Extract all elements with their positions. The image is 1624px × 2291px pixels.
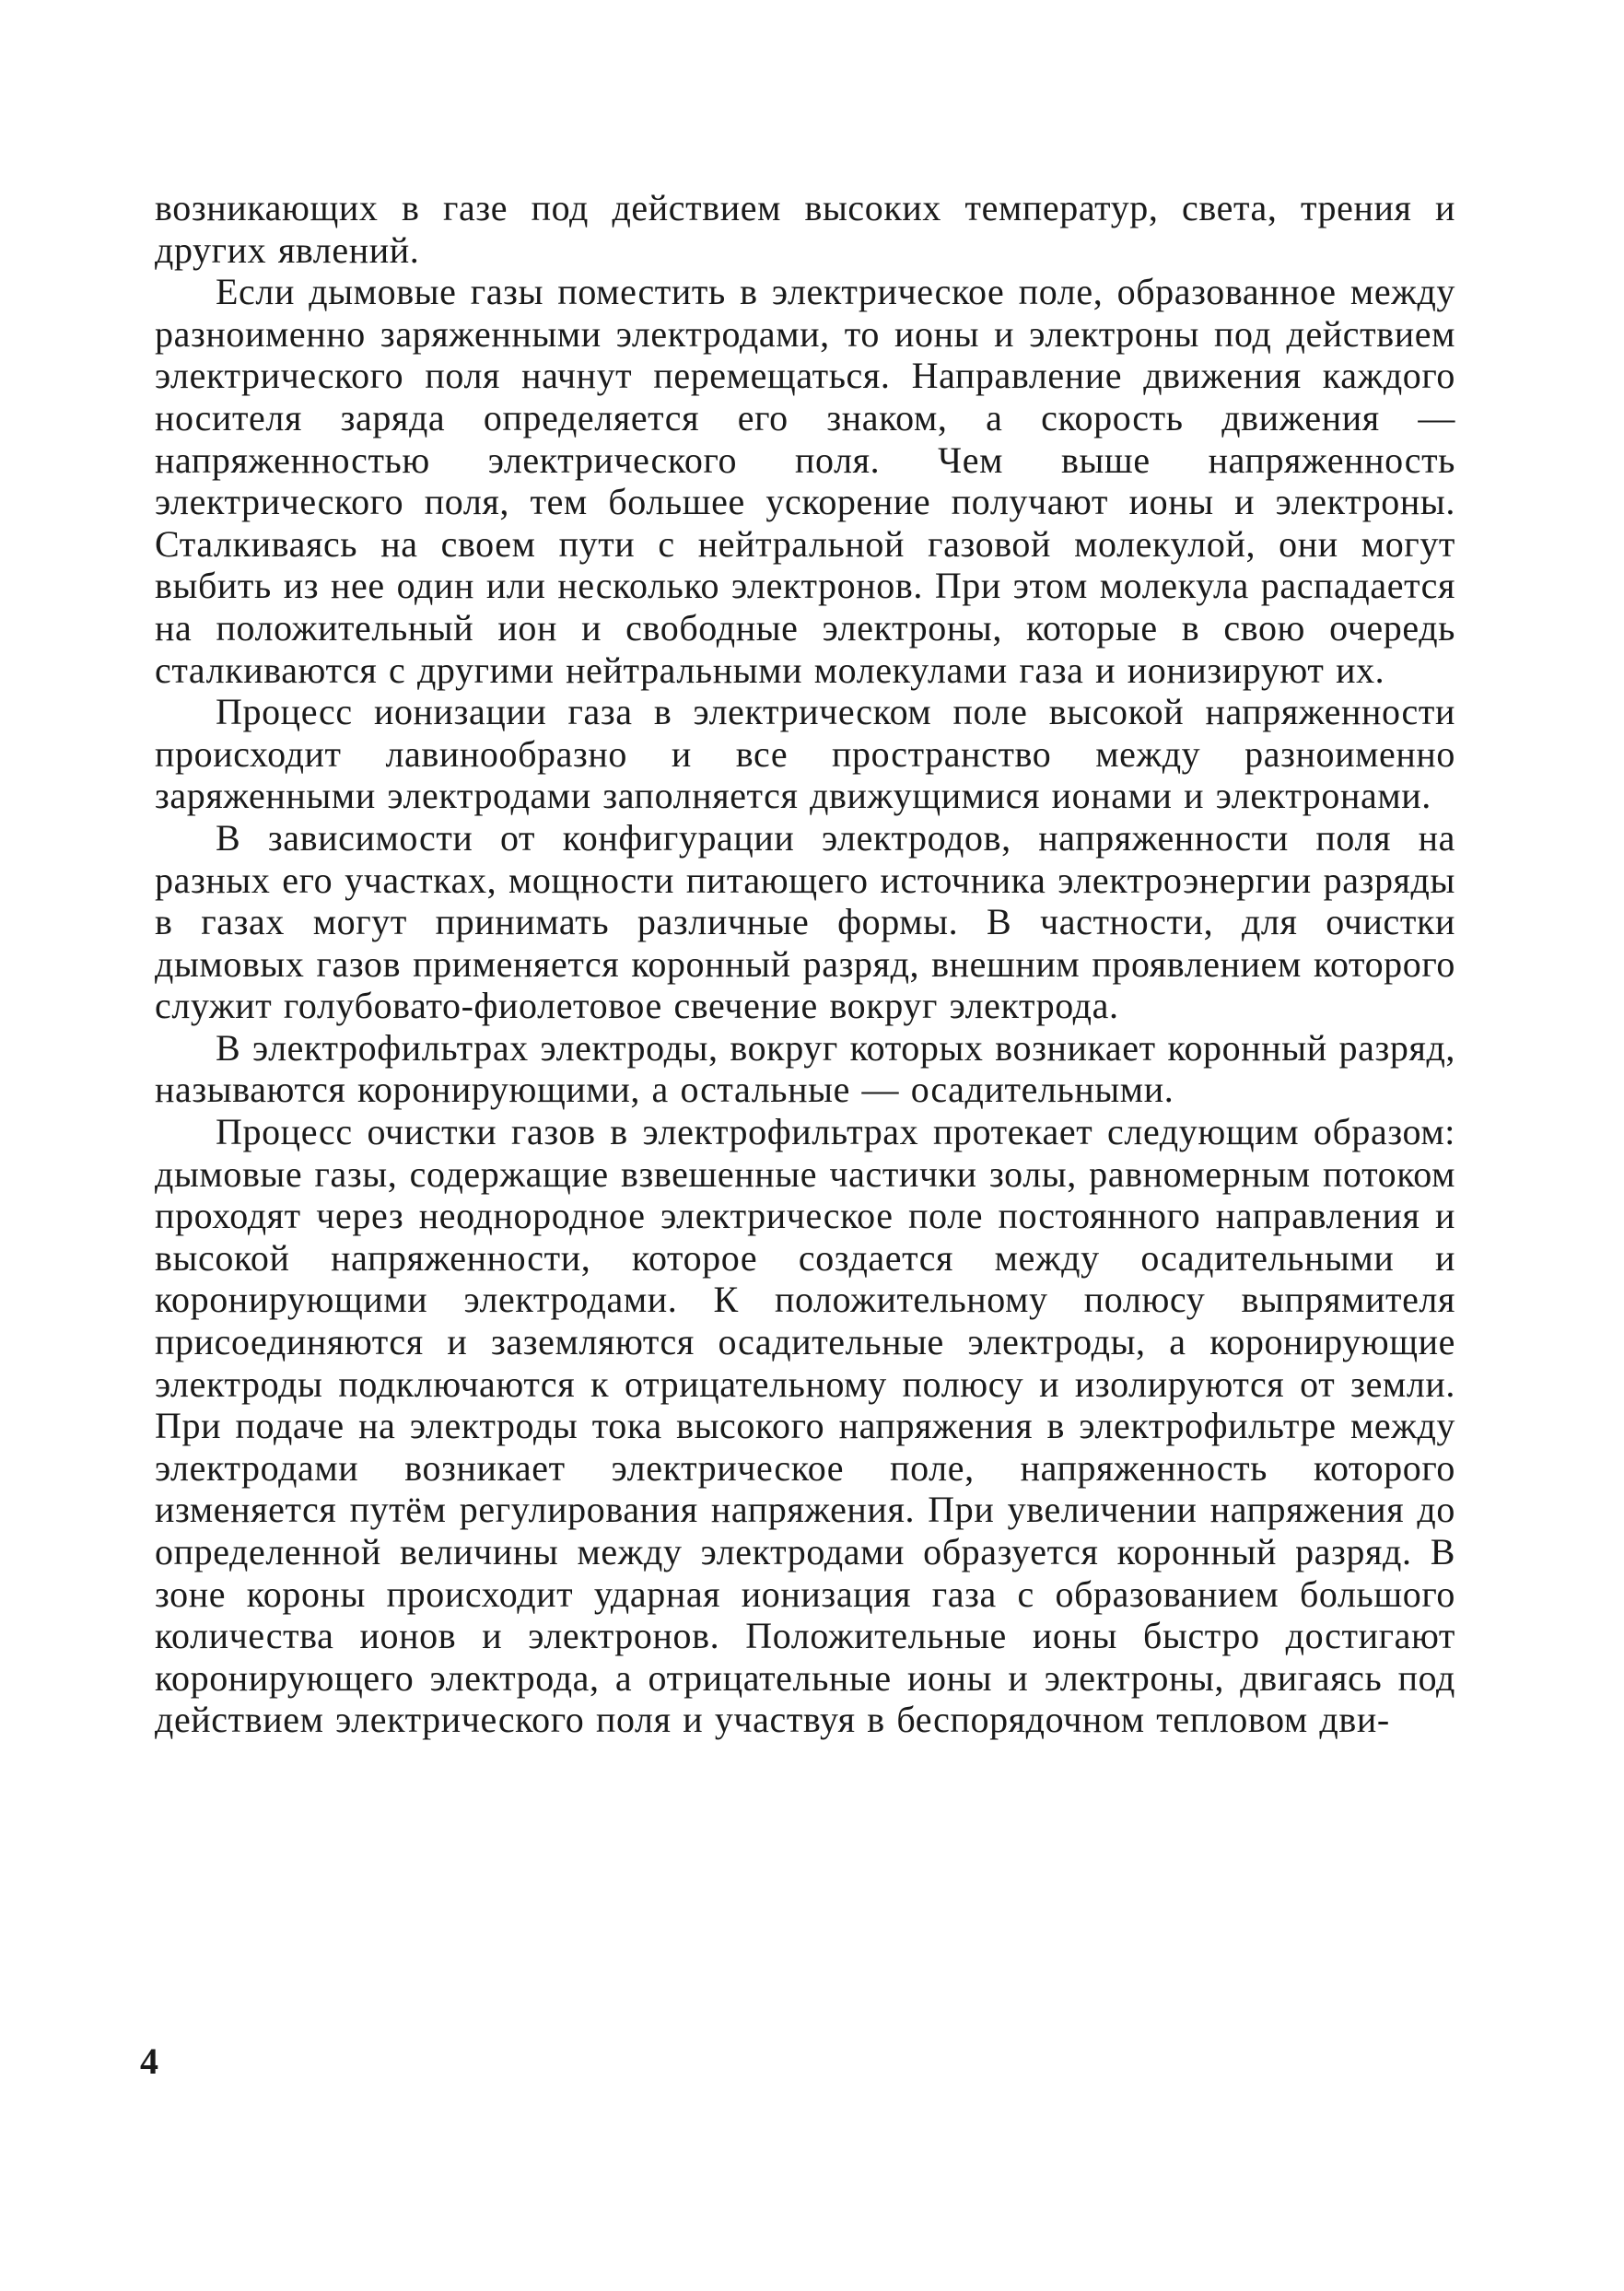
paragraph: В электрофильтрах электроды, вокруг которых возникает коронный разряд, называются коронирующими, а остальные — осадительными. [155, 1026, 1455, 1111]
page-number: 4 [140, 2040, 158, 2082]
paragraph: Если дымовые газы поместить в электрическое поле, образованное между разноименно заряженными электродами, то ионы и электроны под действием электрического поля начнут перемещаться. Направление движения каждого носителя заряда определяется его знаком, а скорость движения — напряженностью электрического поля. Чем выше напряженность электрического поля, тем большее ускорение получают ионы и электроны. Сталкиваясь на своем пути с нейтральной газовой молекулой, они могут выбить из нее один или несколько электронов. При этом молекула распадается на положительный ион и свободные электроны, которые в свою очередь сталкиваются с другими нейтральными молекулами газа и ионизируют их. [155, 271, 1455, 691]
paragraph: Процесс очистки газов в электрофильтрах протекает следующим образом: дымовые газы, содержащие взвешенные частички золы, равномерным потоком проходят через неоднородное электрическое поле постоянного направления и высокой напряженности, которое создается между осадительными и коронирующими электродами. К положительному полюсу выпрямителя присоединяются и заземляются осадительные электроды, а коронирующие электроды подключаются к отрицательному полюсу и изолируются от земли. При подаче на электроды тока высокого напряжения в электрофильтре между электродами возникает электрическое поле, напряженность которого изменяется путём регулирования напряжения. При увеличении напряжения до определенной величины между электродами образуется коронный разряд. В зоне короны происходит ударная ионизация газа с образованием большого количества ионов и электронов. Положительные ионы быстро достигают коронирующего электрода, а отрицательные ионы и электроны, двигаясь под действием электрического поля и участвуя в беспорядочном тепловом дви- [155, 1111, 1455, 1741]
paragraph-continuation: возникающих в газе под действием высоких температур, света, трения и других явлений. [155, 187, 1455, 271]
body-text [155, 187, 1455, 1741]
paragraph: В зависимости от конфигурации электродов, напряженности поля на разных его участках, мощности питающего источника электроэнергии разряды в газах могут принимать различные формы. В частности, для очистки дымовых газов применяется коронный разряд, внешним проявлением которого служит голубовато-фиолетовое свечение вокруг электрода. [155, 816, 1455, 1027]
paragraph: Процесс ионизации газа в электрическом поле высокой напряженности происходит лавинообразно и все пространство между разноименно заряженными электродами заполняется движущимися ионами и электронами. [155, 691, 1455, 817]
